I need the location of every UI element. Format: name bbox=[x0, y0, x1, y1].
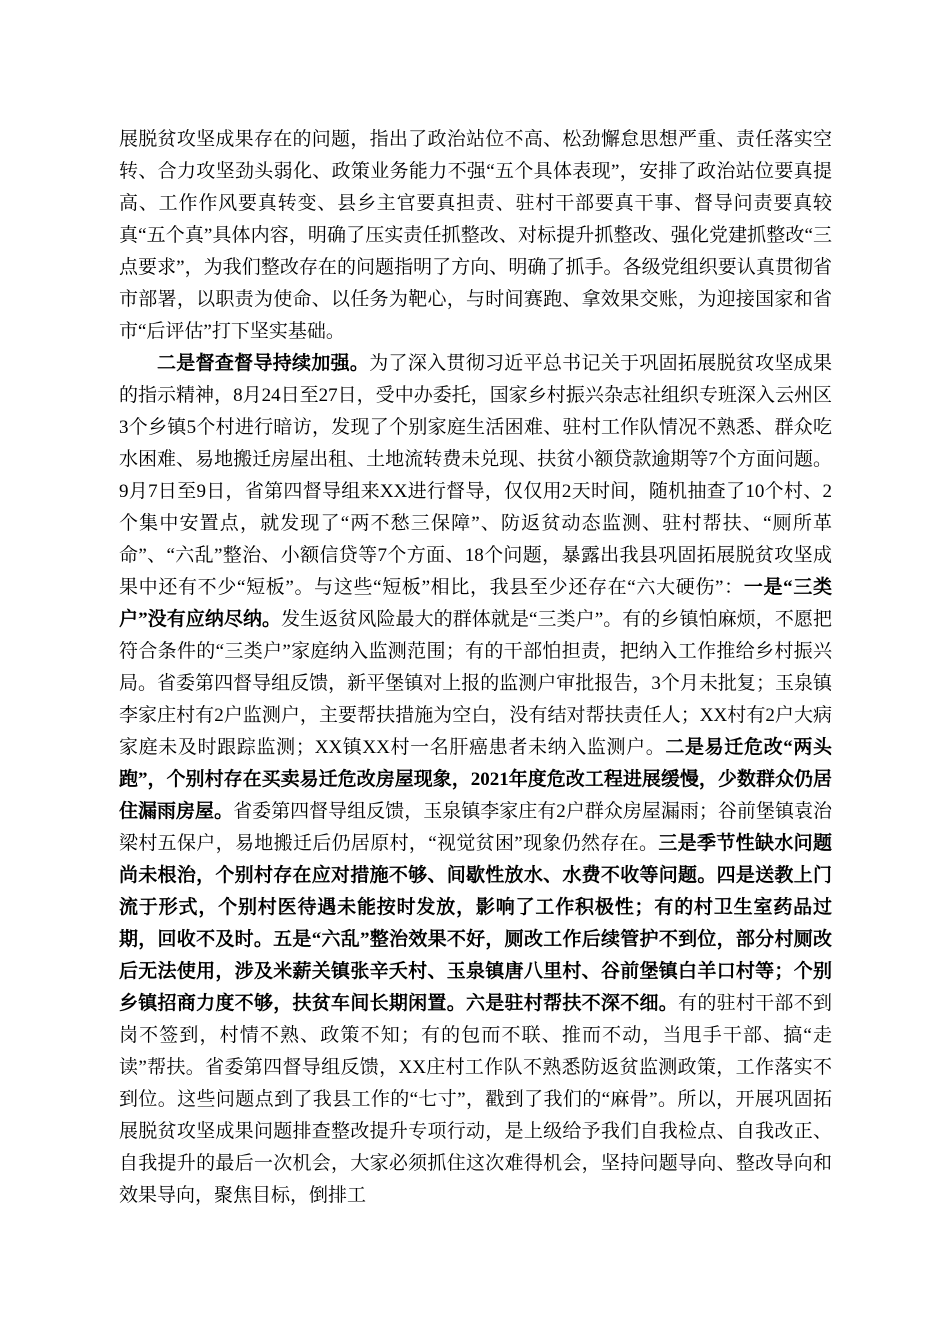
text-run-p2-4: 发生返贫风险最大的群体就是“三类户”。有的乡镇怕麻烦，不愿把符合条件的“三类户”家庭纳入监测范围；有的干部怕担责，把纳入工作推给乡村振兴局。省委第四督导组反馈，新平堡镇对上报的监测户审批报告，3个月未批复；玉泉镇李家庄村有2户监测户，主要帮扶措施为空白，没有结对帮扶责任人；XX村有2户大病家庭未及时跟踪监测；XX镇XX村一名肝癌患者未纳入监测户。 bbox=[119, 609, 832, 758]
bold-text-run-p2-3: 一是“三类户”没有应纳尽纳。 bbox=[119, 577, 832, 630]
text-run-p1-1: 展脱贫攻坚成果存在的问题，指出了政治站位不高、松劲懈怠思想严重、责任落实空转、合力攻坚劲头弱化、政策业务能力不强“五个具体表现”，安排了政治站位要真提高、工作作风要真转变、县乡主官要真担责、驻村干部要真干事、督导问责要真较真“五个真”具体内容，明确了压实责任抓整改、对标提升抓整改、强化党建抓整改“三点要求”，为我们整改存在的问题指明了方向、明确了抓手。各级党组织要认真贯彻省市部署，以职责为使命、以任务为靶心，与时间赛跑、拿效果交账，为迎接国家和省市“后评估”打下坚实基础。 bbox=[119, 129, 832, 342]
bold-text-run-p2-1: 二是督查督导持续加强。 bbox=[157, 353, 370, 374]
document-text-body bbox=[119, 124, 832, 1212]
bold-text-run-p2-7: 三是季节性缺水问题尚未根治，个别村存在应对措施不够、间歇性放水、水费不收等问题。四是送教上门流于形式，个别村医待遇未能按时发放，影响了工作积极性；有的村卫生室药品过期，回收不及时。五是“六乱”整治效果不好，厕改工作后续管护不到位，部分村厕改后无法使用，涉及米薪关镇张辛夭村、玉泉镇唐八里村、谷前堡镇白羊口村等；个别乡镇招商力度不够，扶贫车间长期闲置。六是驻村帮扶不深不细。 bbox=[119, 833, 832, 1014]
paragraph-2 bbox=[119, 348, 832, 1212]
bold-text-run-p2-5: 二是易迁危改“两头跑”，个别村存在买卖易迁危改房屋现象，2021年度危改工程进展缓慢，少数群众仍居住漏雨房屋。 bbox=[119, 737, 832, 822]
text-run-p2-6: 省委第四督导组反馈，玉泉镇李家庄有2户群众房屋漏雨；谷前堡镇袁治梁村五保户，易地搬迁后仍居原村，“视觉贫困”现象仍然存在。 bbox=[119, 801, 832, 854]
text-run-p2-8: 有的驻村干部不到岗不签到，村情不熟、政策不知；有的包而不联、推而不动，当甩手干部、搞“走读”帮扶。省委第四督导组反馈，XX庄村工作队不熟悉防返贫监测政策，工作落实不到位。这些问题点到了我县工作的“七寸”，戳到了我们的“麻骨”。所以，开展巩固拓展脱贫攻坚成果问题排查整改提升专项行动，是上级给予我们自我检点、自我改正、自我提升的最后一次机会，大家必须抓住这次难得机会，坚持问题导向、整改导向和效果导向，聚焦目标，倒排工 bbox=[119, 993, 832, 1206]
text-run-p2-2: 为了深入贯彻习近平总书记关于巩固拓展脱贫攻坚成果的指示精神，8月24日至27日，受中办委托，国家乡村振兴杂志社组织专班深入云州区3个乡镇5个村进行暗访，发现了个别家庭生活困难、驻村工作队情况不熟悉、群众吃水困难、易地搬迁房屋出租、土地流转费未兑现、扶贫小额贷款逾期等7个方面问题。9月7日至9日，省第四督导组来XX进行督导，仅仅用2天时间，随机抽查了10个村、2个集中安置点，就发现了“两不愁三保障”、防返贫动态监测、驻村帮扶、“厕所革命”、“六乱”整治、小额信贷等7个方面、18个问题，暴露出我县巩固拓展脱贫攻坚成果中还有不少“短板”。与这些“短板”相比，我县至少还存在“六大硬伤”： bbox=[119, 353, 832, 598]
paragraph-1 bbox=[119, 124, 832, 348]
